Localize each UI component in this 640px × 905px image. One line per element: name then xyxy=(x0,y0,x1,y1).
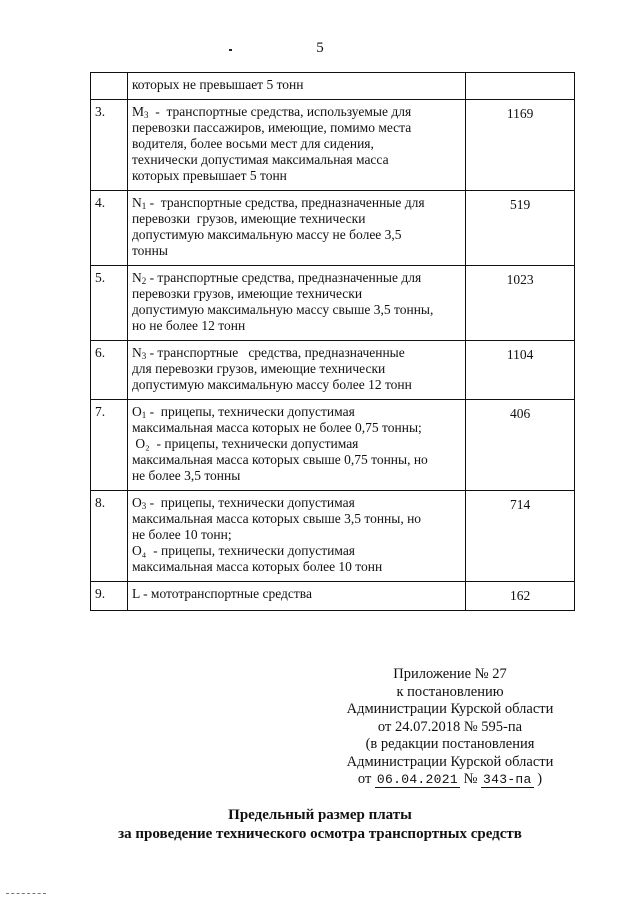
approval-date: 06.04.2021 xyxy=(376,772,458,787)
row-description xyxy=(127,100,465,191)
description-text: которых превышает 5 тонн xyxy=(131,168,287,183)
description-line xyxy=(132,420,461,436)
appendix-line: Приложение № 27 xyxy=(393,666,507,682)
table-row xyxy=(91,491,575,582)
description-line xyxy=(132,543,461,559)
category-subscript: 3 xyxy=(143,110,149,120)
table-row xyxy=(91,100,575,191)
description-text: перевозки пассажиров, имеющие, помимо места xyxy=(131,120,412,135)
fee-table xyxy=(90,72,575,611)
row-description xyxy=(127,73,465,100)
description-text: которых не превышает 5 тонн xyxy=(131,77,304,92)
row-description xyxy=(127,400,465,491)
category-subscript: 2 xyxy=(141,276,147,286)
description-text: допустимую максимальную массу более 12 тонн xyxy=(131,377,412,392)
row-number: 7. xyxy=(91,400,128,491)
description-text: - мототранспортные средства xyxy=(139,586,312,601)
appendix-line: к постановлению xyxy=(396,683,504,700)
description-text: не более 10 тонн; xyxy=(131,527,232,542)
category-subscript: 1 xyxy=(141,201,147,211)
row-fee: 1169 xyxy=(466,100,575,191)
description-line xyxy=(132,211,461,227)
description-line xyxy=(132,527,461,543)
row-description xyxy=(127,191,465,266)
category-code: N xyxy=(131,345,142,360)
row-number: 5. xyxy=(91,266,128,341)
appendix-block xyxy=(320,666,580,789)
category-subscript: 3 xyxy=(141,351,147,361)
description-line xyxy=(132,227,461,243)
appendix-line: от 24.07.2018 № 595-па xyxy=(377,718,523,735)
description-line xyxy=(132,302,461,318)
scan-edge-artifact xyxy=(6,893,46,895)
description-text: максимальная масса которых более 10 тонн xyxy=(131,559,383,574)
description-text: - транспортные средства, используемые для xyxy=(148,104,412,119)
row-number: 4. xyxy=(91,191,128,266)
table-row xyxy=(91,191,575,266)
table-row xyxy=(91,400,575,491)
description-text: O₂ - прицепы, технически допустимая xyxy=(131,436,359,451)
title-line-1: Предельный размер платы xyxy=(228,807,412,823)
description-line xyxy=(132,468,461,484)
category-code: N xyxy=(131,270,142,285)
title-line-2: за проведение технического осмотра транспортных средств xyxy=(118,826,522,842)
row-number: 9. xyxy=(91,582,128,611)
category-subscript: 1 xyxy=(141,410,147,420)
description-line xyxy=(132,511,461,527)
description-line xyxy=(132,495,461,511)
description-text: но не более 12 тонн xyxy=(131,318,246,333)
description-text: допустимую максимальную массу свыше 3,5 тонны, xyxy=(131,302,434,317)
description-line xyxy=(132,136,461,152)
appendix-line: Администрации Курской области xyxy=(346,753,554,770)
description-text: технически допустимая максимальная масса xyxy=(131,152,389,167)
description-text: перевозки грузов, имеющие технически xyxy=(131,286,363,301)
description-line xyxy=(132,168,461,184)
description-line xyxy=(132,345,461,361)
description-text: для перевозки грузов, имеющие технически xyxy=(131,361,386,376)
row-description xyxy=(127,491,465,582)
row-number: 3. xyxy=(91,100,128,191)
description-text: максимальная масса которых не более 0,75 тонны; xyxy=(131,420,422,435)
row-fee: 1104 xyxy=(466,341,575,400)
row-fee xyxy=(466,73,575,100)
description-line xyxy=(132,243,461,259)
description-text: допустимую максимальную массу не более 3,5 xyxy=(131,227,402,242)
table-row xyxy=(91,582,575,611)
category-code: M xyxy=(131,104,144,119)
description-line xyxy=(132,270,461,286)
row-fee: 162 xyxy=(466,582,575,611)
description-text: максимальная масса которых свыше 3,5 тонны, но xyxy=(131,511,422,526)
description-line xyxy=(132,77,461,93)
description-line xyxy=(132,404,461,420)
row-number: 8. xyxy=(91,491,128,582)
category-code: L xyxy=(131,586,140,601)
table-row xyxy=(91,73,575,100)
row-number: 6. xyxy=(91,341,128,400)
approval-line xyxy=(320,771,580,789)
description-line xyxy=(132,436,461,452)
description-line xyxy=(132,152,461,168)
appendix-line: Администрации Курской области xyxy=(346,701,554,717)
description-line xyxy=(132,104,461,120)
description-text: - транспортные средства, предназначенные для xyxy=(146,270,422,285)
fee-table-body xyxy=(91,73,575,611)
description-line xyxy=(132,452,461,468)
approval-number: 343-па xyxy=(483,772,532,787)
description-line xyxy=(132,195,461,211)
description-text: O₄ - прицепы, технически допустимая xyxy=(131,543,356,558)
table-row xyxy=(91,341,575,400)
scan-artifact xyxy=(229,49,232,51)
row-description xyxy=(127,341,465,400)
description-text: перевозки грузов, имеющие технически xyxy=(131,211,366,226)
category-code: O xyxy=(131,495,142,510)
category-subscript: 3 xyxy=(141,501,147,511)
row-fee: 406 xyxy=(466,400,575,491)
description-line xyxy=(132,120,461,136)
document-title xyxy=(0,806,640,844)
page-number: 5 xyxy=(316,40,324,56)
description-text: максимальная масса которых свыше 0,75 тонны, но xyxy=(131,452,428,467)
description-text: - транспортные средства, предназначенные для xyxy=(146,195,425,210)
row-description xyxy=(127,266,465,341)
description-text: не более 3,5 тонны xyxy=(131,468,241,483)
description-line xyxy=(132,286,461,302)
approval-suffix: ) xyxy=(537,771,543,787)
category-code: O xyxy=(131,404,142,419)
description-line xyxy=(132,361,461,377)
description-text: водителя, более восьми мест для сидения, xyxy=(131,136,374,151)
description-line xyxy=(132,586,461,602)
row-number xyxy=(91,73,128,100)
table-row xyxy=(91,266,575,341)
appendix-line: (в редакции постановления xyxy=(365,736,535,752)
description-text: - транспортные средства, предназначенные xyxy=(146,345,405,360)
approval-no-sign: № xyxy=(463,771,478,787)
description-text: тонны xyxy=(131,243,168,258)
description-line xyxy=(132,318,461,334)
description-line xyxy=(132,559,461,575)
description-line xyxy=(132,377,461,393)
category-code: N xyxy=(131,195,142,210)
row-fee: 519 xyxy=(466,191,575,266)
approval-prefix: от xyxy=(357,771,372,787)
row-fee: 714 xyxy=(466,491,575,582)
description-text: - прицепы, технически допустимая xyxy=(146,404,355,419)
description-text: - прицепы, технически допустимая xyxy=(146,495,355,510)
row-description xyxy=(127,582,465,611)
row-fee: 1023 xyxy=(466,266,575,341)
